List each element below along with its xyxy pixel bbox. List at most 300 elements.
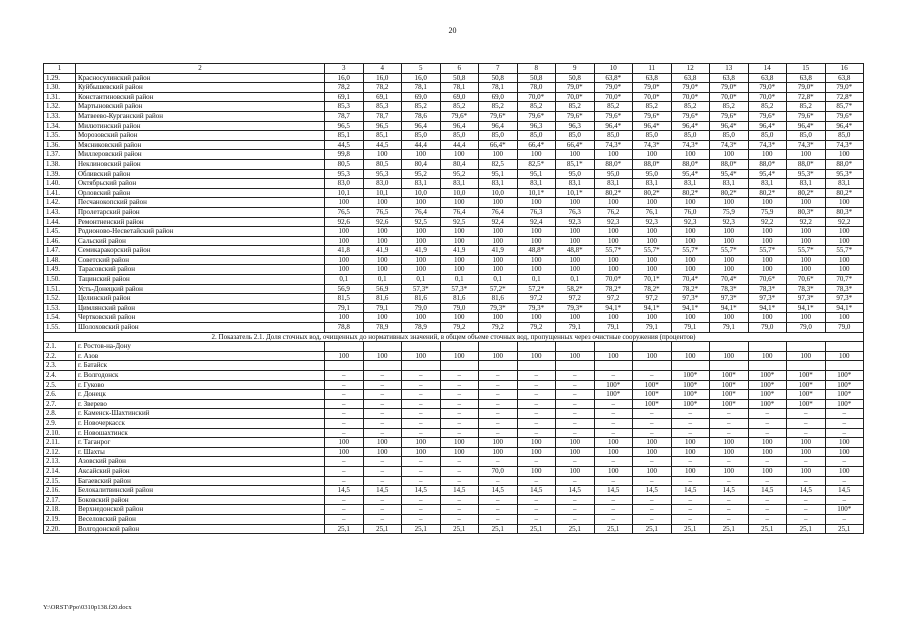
- value-cell: 80,2*: [633, 188, 672, 198]
- row-code-cell: 1.30.: [44, 83, 76, 93]
- value-cell: 74,3*: [594, 140, 633, 150]
- value-cell: 100: [402, 150, 441, 160]
- value-cell: 100: [748, 227, 787, 237]
- value-cell: 79,6*: [440, 111, 479, 121]
- value-cell: 96,4: [479, 121, 518, 131]
- value-cell: 10,0: [479, 188, 518, 198]
- value-cell: 92,2: [787, 217, 826, 227]
- value-cell: –: [710, 505, 749, 515]
- value-cell: –: [748, 476, 787, 486]
- value-cell: 100: [594, 351, 633, 361]
- value-cell: –: [402, 399, 441, 409]
- value-cell: 100: [440, 198, 479, 208]
- table-row: [44, 514, 864, 524]
- value-cell: 70,6*: [787, 275, 826, 285]
- value-cell: 10,1: [325, 188, 364, 198]
- row-code-cell: 1.29.: [44, 73, 76, 83]
- value-cell: 100: [402, 255, 441, 265]
- value-cell: [479, 361, 518, 371]
- value-cell: 81,6: [440, 294, 479, 304]
- value-cell: 100: [671, 255, 710, 265]
- row-code-cell: 1.32.: [44, 102, 76, 112]
- value-cell: 74,3*: [710, 140, 749, 150]
- value-cell: –: [825, 457, 864, 467]
- value-cell: –: [671, 514, 710, 524]
- value-cell: 92,4: [479, 217, 518, 227]
- value-cell: 100: [479, 265, 518, 275]
- value-cell: 55,7*: [748, 246, 787, 256]
- value-cell: 79,0*: [748, 83, 787, 93]
- value-cell: 16,0: [402, 73, 441, 83]
- value-cell: –: [479, 418, 518, 428]
- value-cell: 15: [787, 64, 826, 74]
- value-cell: –: [633, 514, 672, 524]
- value-cell: 76,4: [479, 207, 518, 217]
- value-cell: 78,7: [325, 111, 364, 121]
- value-cell: 14,5: [671, 486, 710, 496]
- value-cell: 80,5: [363, 159, 402, 169]
- value-cell: 92,3: [671, 217, 710, 227]
- value-cell: 70,1*: [633, 275, 672, 285]
- value-cell: –: [825, 514, 864, 524]
- value-cell: 85,0: [594, 131, 633, 141]
- value-cell: 95,2: [440, 169, 479, 179]
- table-row: [44, 361, 864, 371]
- row-code-cell: 2.20.: [44, 524, 76, 534]
- value-cell: 100*: [594, 390, 633, 400]
- value-cell: –: [594, 418, 633, 428]
- table-row: [44, 313, 864, 323]
- value-cell: 79,0*: [594, 83, 633, 93]
- row-code-cell: 1.38.: [44, 159, 76, 169]
- value-cell: 100: [517, 466, 556, 476]
- value-cell: –: [479, 457, 518, 467]
- value-cell: –: [748, 409, 787, 419]
- table-row: [44, 524, 864, 534]
- value-cell: 100: [825, 236, 864, 246]
- value-cell: 100: [748, 447, 787, 457]
- value-cell: –: [787, 418, 826, 428]
- value-cell: 14,5: [402, 486, 441, 496]
- value-cell: 78,1: [479, 83, 518, 93]
- table-row: [44, 466, 864, 476]
- table-row: [44, 380, 864, 390]
- value-cell: 100: [402, 447, 441, 457]
- value-cell: 83,1: [633, 179, 672, 189]
- table-row: [44, 495, 864, 505]
- row-code-cell: 2.2.: [44, 351, 76, 361]
- table-row: [44, 159, 864, 169]
- value-cell: –: [440, 514, 479, 524]
- value-cell: 100: [710, 227, 749, 237]
- value-cell: –: [594, 476, 633, 486]
- value-cell: –: [479, 476, 518, 486]
- value-cell: –: [363, 476, 402, 486]
- value-cell: 100*: [671, 390, 710, 400]
- section-title: 2. Показатель 2.1. Доля сточных вод, очищенных до нормативных значений, в общем объеме сточных вод, пропущенных через очистные сооружения (процентов): [44, 332, 864, 342]
- table-row: [44, 102, 864, 112]
- value-cell: 25,1: [825, 524, 864, 534]
- table-row: [44, 323, 864, 333]
- value-cell: 79,1: [325, 303, 364, 313]
- row-name-cell: Морозовский район: [76, 131, 325, 141]
- value-cell: 25,1: [710, 524, 749, 534]
- value-cell: 100*: [633, 390, 672, 400]
- value-cell: 79,1: [710, 323, 749, 333]
- value-cell: 79,1: [594, 323, 633, 333]
- value-cell: 79,0: [748, 323, 787, 333]
- value-cell: 100: [325, 438, 364, 448]
- value-cell: 85,0: [479, 131, 518, 141]
- value-cell: –: [556, 371, 595, 381]
- value-cell: –: [440, 418, 479, 428]
- value-cell: –: [787, 409, 826, 419]
- value-cell: 100: [440, 236, 479, 246]
- value-cell: 76,3: [556, 207, 595, 217]
- value-cell: 44,4: [402, 140, 441, 150]
- value-cell: 85,2: [710, 102, 749, 112]
- value-cell: –: [325, 476, 364, 486]
- value-cell: 100: [517, 255, 556, 265]
- value-cell: –: [517, 457, 556, 467]
- value-cell: –: [402, 390, 441, 400]
- row-name-cell: Целинский район: [76, 294, 325, 304]
- row-name-cell: Волгодонской район: [76, 524, 325, 534]
- value-cell: 100: [594, 313, 633, 323]
- value-cell: –: [440, 466, 479, 476]
- value-cell: 100: [479, 150, 518, 160]
- value-cell: –: [479, 514, 518, 524]
- value-cell: 55,7*: [825, 246, 864, 256]
- value-cell: 100*: [671, 399, 710, 409]
- value-cell: 100: [556, 265, 595, 275]
- value-cell: 100: [748, 438, 787, 448]
- value-cell: –: [594, 371, 633, 381]
- value-cell: 100: [325, 313, 364, 323]
- value-cell: 100*: [787, 390, 826, 400]
- value-cell: 79,6*: [517, 111, 556, 121]
- value-cell: 79,0*: [633, 83, 672, 93]
- value-cell: 80,2*: [825, 188, 864, 198]
- value-cell: 79,6*: [671, 111, 710, 121]
- row-code-cell: 2.8.: [44, 409, 76, 419]
- row-code-cell: 2.16.: [44, 486, 76, 496]
- value-cell: –: [748, 428, 787, 438]
- value-cell: 63,8*: [594, 73, 633, 83]
- row-name-cell: Семикаракорский район: [76, 246, 325, 256]
- value-cell: 57,3*: [402, 284, 441, 294]
- value-cell: 100*: [787, 399, 826, 409]
- table-row: [44, 150, 864, 160]
- value-cell: 100: [556, 236, 595, 246]
- indicator-table: [43, 63, 864, 534]
- value-cell: –: [325, 428, 364, 438]
- value-cell: 100: [671, 466, 710, 476]
- table-row: [44, 217, 864, 227]
- table-row: [44, 255, 864, 265]
- row-code-cell: 1.41.: [44, 188, 76, 198]
- value-cell: –: [556, 514, 595, 524]
- value-cell: 100: [594, 198, 633, 208]
- value-cell: 100: [363, 198, 402, 208]
- value-cell: –: [325, 457, 364, 467]
- value-cell: 14: [748, 64, 787, 74]
- value-cell: 79,6*: [556, 111, 595, 121]
- table-row: [44, 428, 864, 438]
- value-cell: 41,9: [479, 246, 518, 256]
- table-row: [44, 131, 864, 141]
- row-code-cell: 1.33.: [44, 111, 76, 121]
- table-row: [44, 390, 864, 400]
- value-cell: 100: [325, 265, 364, 275]
- row-name-cell: Ремонтненский район: [76, 217, 325, 227]
- value-cell: 100*: [825, 390, 864, 400]
- value-cell: 100*: [748, 399, 787, 409]
- value-cell: –: [517, 390, 556, 400]
- row-code-cell: 2.7.: [44, 399, 76, 409]
- row-code-cell: 1.54.: [44, 313, 76, 323]
- value-cell: –: [594, 457, 633, 467]
- value-cell: 100: [479, 236, 518, 246]
- value-cell: 78,2*: [671, 284, 710, 294]
- value-cell: 100: [363, 447, 402, 457]
- value-cell: 100: [748, 313, 787, 323]
- value-cell: 100*: [825, 380, 864, 390]
- value-cell: 100: [440, 265, 479, 275]
- value-cell: 100: [633, 265, 672, 275]
- value-cell: 100: [479, 227, 518, 237]
- value-cell: 75,9: [748, 207, 787, 217]
- value-cell: –: [633, 428, 672, 438]
- value-cell: 14,5: [479, 486, 518, 496]
- value-cell: 100*: [633, 380, 672, 390]
- value-cell: 100: [710, 255, 749, 265]
- value-cell: 100: [671, 265, 710, 275]
- value-cell: –: [787, 428, 826, 438]
- value-cell: 100: [479, 447, 518, 457]
- value-cell: 81,5: [325, 294, 364, 304]
- value-cell: –: [748, 457, 787, 467]
- value-cell: –: [556, 428, 595, 438]
- value-cell: [325, 361, 364, 371]
- value-cell: –: [402, 505, 441, 515]
- value-cell: 78,8: [325, 323, 364, 333]
- value-cell: 81,6: [402, 294, 441, 304]
- value-cell: 100*: [748, 390, 787, 400]
- row-name-cell: Шолоховский район: [76, 323, 325, 333]
- value-cell: –: [517, 399, 556, 409]
- value-cell: –: [825, 409, 864, 419]
- value-cell: 83,1: [671, 179, 710, 189]
- value-cell: 25,1: [325, 524, 364, 534]
- row-name-cell: Октябрьский район: [76, 179, 325, 189]
- value-cell: 100: [633, 351, 672, 361]
- value-cell: [402, 342, 441, 352]
- value-cell: 25,1: [517, 524, 556, 534]
- value-cell: –: [517, 514, 556, 524]
- value-cell: –: [787, 476, 826, 486]
- value-cell: 80,2*: [787, 188, 826, 198]
- value-cell: –: [479, 380, 518, 390]
- value-cell: 100: [633, 150, 672, 160]
- value-cell: 83,0: [363, 179, 402, 189]
- value-cell: 100: [517, 227, 556, 237]
- value-cell: 100: [710, 351, 749, 361]
- value-cell: 97,3*: [671, 294, 710, 304]
- value-cell: –: [671, 409, 710, 419]
- value-cell: 10,1*: [517, 188, 556, 198]
- value-cell: 100*: [710, 371, 749, 381]
- value-cell: 79,6*: [710, 111, 749, 121]
- value-cell: 78,3*: [787, 284, 826, 294]
- value-cell: 85,0: [402, 131, 441, 141]
- value-cell: 74,3*: [633, 140, 672, 150]
- row-code-cell: 2.17.: [44, 495, 76, 505]
- value-cell: 85,0: [633, 131, 672, 141]
- value-cell: 85,2: [402, 102, 441, 112]
- value-cell: 14,5: [633, 486, 672, 496]
- table-row: [44, 227, 864, 237]
- value-cell: 69,0: [440, 92, 479, 102]
- value-cell: –: [710, 495, 749, 505]
- value-cell: 100: [787, 313, 826, 323]
- value-cell: 63,8: [787, 73, 826, 83]
- row-name-cell: Веселовский район: [76, 514, 325, 524]
- value-cell: 100: [633, 466, 672, 476]
- value-cell: 100: [787, 198, 826, 208]
- value-cell: 100: [517, 447, 556, 457]
- value-cell: [402, 361, 441, 371]
- value-cell: –: [363, 514, 402, 524]
- value-cell: 80,2*: [671, 188, 710, 198]
- value-cell: 92,6: [325, 217, 364, 227]
- row-name-cell: Советский район: [76, 255, 325, 265]
- value-cell: 69,0: [479, 92, 518, 102]
- value-cell: 76,0: [671, 207, 710, 217]
- value-cell: 76,5: [363, 207, 402, 217]
- value-cell: 81,6: [479, 294, 518, 304]
- value-cell: –: [556, 380, 595, 390]
- value-cell: 100: [402, 313, 441, 323]
- value-cell: 79,3*: [517, 303, 556, 313]
- value-cell: –: [325, 505, 364, 515]
- value-cell: 100*: [825, 371, 864, 381]
- value-cell: 70,0*: [710, 92, 749, 102]
- value-cell: 14,5: [325, 486, 364, 496]
- value-cell: 0,1: [325, 275, 364, 285]
- row-name-cell: Песчанокопский район: [76, 198, 325, 208]
- value-cell: 14,5: [594, 486, 633, 496]
- value-cell: –: [402, 409, 441, 419]
- row-name-cell: Константиновский район: [76, 92, 325, 102]
- value-cell: 100: [440, 351, 479, 361]
- value-cell: 44,4: [440, 140, 479, 150]
- value-cell: 25,1: [440, 524, 479, 534]
- row-code-cell: 2.1.: [44, 342, 76, 352]
- value-cell: 10: [594, 64, 633, 74]
- value-cell: 100*: [710, 380, 749, 390]
- value-cell: 85,1: [325, 131, 364, 141]
- value-cell: 55,7*: [633, 246, 672, 256]
- value-cell: –: [363, 380, 402, 390]
- row-code-cell: 1.44.: [44, 217, 76, 227]
- row-name-cell: г. Батайск: [76, 361, 325, 371]
- value-cell: –: [710, 514, 749, 524]
- value-cell: 92,3: [594, 217, 633, 227]
- row-code-cell: 2.5.: [44, 380, 76, 390]
- value-cell: –: [440, 399, 479, 409]
- value-cell: 83,0: [325, 179, 364, 189]
- value-cell: –: [748, 505, 787, 515]
- value-cell: 94,1*: [633, 303, 672, 313]
- row-code-cell: 1: [44, 64, 76, 74]
- value-cell: 94,1*: [748, 303, 787, 313]
- value-cell: [825, 361, 864, 371]
- value-cell: [440, 342, 479, 352]
- value-cell: 78,2: [363, 83, 402, 93]
- value-cell: 63,8: [671, 73, 710, 83]
- value-cell: 85,3: [363, 102, 402, 112]
- value-cell: 70,0*: [633, 92, 672, 102]
- value-cell: 85,2: [671, 102, 710, 112]
- value-cell: 74,3*: [748, 140, 787, 150]
- value-cell: –: [479, 409, 518, 419]
- value-cell: –: [363, 505, 402, 515]
- row-code-cell: 1.47.: [44, 246, 76, 256]
- table-row: [44, 92, 864, 102]
- value-cell: 100: [825, 150, 864, 160]
- value-cell: 0,1: [556, 275, 595, 285]
- value-cell: 100: [671, 150, 710, 160]
- row-code-cell: 2.15.: [44, 476, 76, 486]
- value-cell: 80,4: [402, 159, 441, 169]
- table-row: [44, 188, 864, 198]
- value-cell: 92,6: [363, 217, 402, 227]
- value-cell: 100: [825, 466, 864, 476]
- value-cell: [440, 361, 479, 371]
- value-cell: 94,1*: [671, 303, 710, 313]
- value-cell: 100: [402, 198, 441, 208]
- value-cell: [517, 361, 556, 371]
- value-cell: 88,0*: [710, 159, 749, 169]
- value-cell: 100: [402, 227, 441, 237]
- value-cell: 8: [517, 64, 556, 74]
- value-cell: 94,1*: [594, 303, 633, 313]
- row-name-cell: Азовский район: [76, 457, 325, 467]
- value-cell: –: [671, 428, 710, 438]
- value-cell: 100: [748, 265, 787, 275]
- value-cell: 85,0: [787, 131, 826, 141]
- value-cell: –: [402, 457, 441, 467]
- value-cell: 94,1*: [787, 303, 826, 313]
- table-row: [44, 83, 864, 93]
- value-cell: [556, 361, 595, 371]
- value-cell: 25,1: [479, 524, 518, 534]
- value-cell: 10,1: [363, 188, 402, 198]
- row-name-cell: Мясниковский район: [76, 140, 325, 150]
- value-cell: 97,3*: [787, 294, 826, 304]
- value-cell: 16: [825, 64, 864, 74]
- value-cell: 88,0*: [825, 159, 864, 169]
- value-cell: –: [633, 476, 672, 486]
- value-cell: 79,6*: [787, 111, 826, 121]
- value-cell: 100: [325, 447, 364, 457]
- value-cell: 44,5: [363, 140, 402, 150]
- value-cell: 80,3*: [787, 207, 826, 217]
- value-cell: –: [594, 514, 633, 524]
- value-cell: 14,5: [556, 486, 595, 496]
- value-cell: 92,4: [517, 217, 556, 227]
